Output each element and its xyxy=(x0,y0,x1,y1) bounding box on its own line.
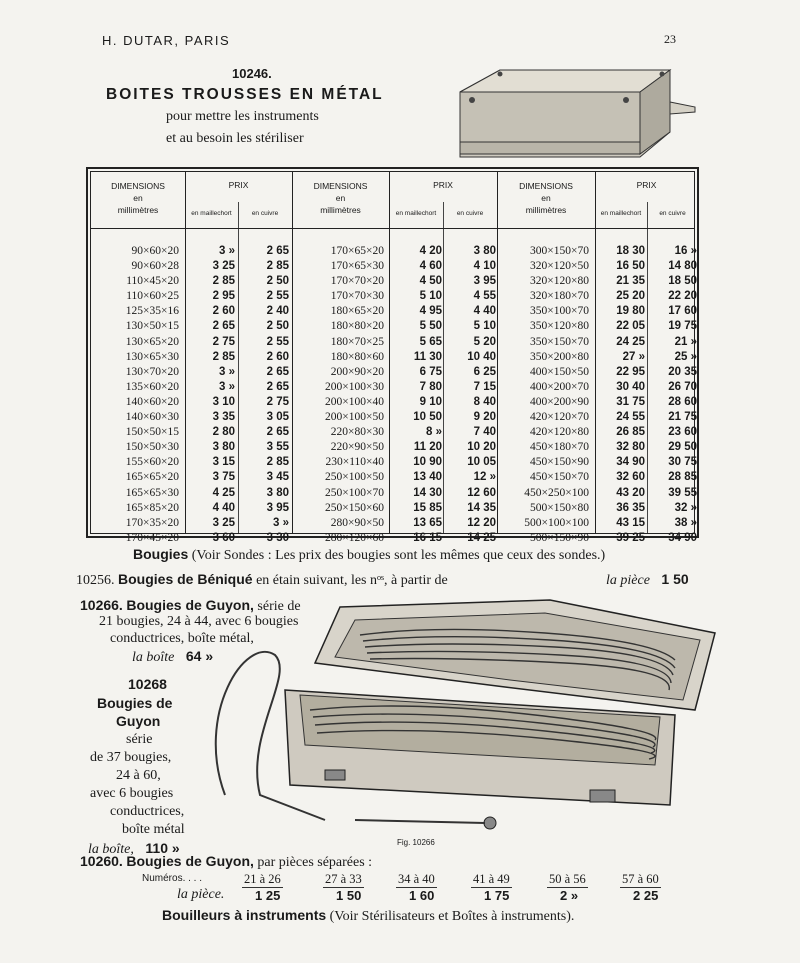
table-cell: 2 40 xyxy=(266,305,289,318)
item-10268-l4: avec 6 bougies xyxy=(90,786,174,801)
table-cell: 6 25 xyxy=(473,365,496,378)
table-cell: 3 25 xyxy=(212,260,235,273)
table-cell: 12 60 xyxy=(467,486,496,499)
col-dims-3 xyxy=(497,244,589,546)
table-cell: 2 60 xyxy=(266,350,289,363)
col-cuivre-1 xyxy=(251,244,289,546)
table-cell: 5 10 xyxy=(473,320,496,333)
table-cell: 10 50 xyxy=(413,411,442,424)
table-cell: 3 80 xyxy=(473,245,496,257)
table-cell: 43 15 xyxy=(616,516,645,529)
sub-maillechort-1: en maillechort xyxy=(191,210,232,217)
table-cell: 200×90×20 xyxy=(330,365,384,378)
col-maillechort-2 xyxy=(398,244,442,546)
table-cell: 13 40 xyxy=(413,471,442,484)
table-cell: 7 80 xyxy=(419,380,442,393)
table-cell: 32 » xyxy=(674,501,697,514)
table-cell: 31 75 xyxy=(616,395,645,408)
table-cell: 11 30 xyxy=(413,350,442,363)
table-cell: 280×90×50 xyxy=(330,516,384,529)
table-cell: 500×100×100 xyxy=(524,516,589,529)
table-cell: 150×50×15 xyxy=(125,426,179,439)
range-cell: 57 à 60 xyxy=(622,872,659,886)
sub-maillechort-2: en maillechort xyxy=(395,210,437,217)
table-cell: 130×70×20 xyxy=(125,365,179,378)
dim-header-1: DIMENSIONS en millimètres xyxy=(111,181,165,215)
table-cell: 170×70×20 xyxy=(330,275,384,288)
table-cell: 165×65×30 xyxy=(125,486,179,499)
table-cell: 21 35 xyxy=(616,275,645,288)
table-cell: 10 05 xyxy=(467,456,496,469)
table-cell: 220×80×30 xyxy=(330,426,384,439)
bougie-case-illustration xyxy=(205,595,740,840)
item-10256: 10256. Bougies de Béniqué en étain suivant, les nᵒˢ, à partir de xyxy=(76,571,448,588)
section-subtitle-1: pour mettre les instruments xyxy=(166,109,319,124)
table-cell: 10 90 xyxy=(413,456,442,469)
col-dims-1 xyxy=(91,244,179,546)
table-cell: 220×90×50 xyxy=(330,441,384,454)
table-cell: 21 75 xyxy=(668,411,697,424)
section-title: BOITES TROUSSES EN MÉTAL xyxy=(106,86,384,103)
section-number: 10246. xyxy=(232,66,272,81)
sub-maillechort-3: en maillechort xyxy=(600,210,642,217)
table-cell: 420×120×80 xyxy=(530,426,589,439)
table-cell: 4 50 xyxy=(419,275,442,288)
table-cell: 3 35 xyxy=(212,411,235,424)
table-cell: 90×60×28 xyxy=(131,260,179,273)
table-cell: 110×60×25 xyxy=(126,290,179,303)
price-table xyxy=(86,167,699,544)
table-cell: 2 75 xyxy=(266,395,289,408)
table-cell: 30 75 xyxy=(668,456,697,469)
item-10256-price: la pièce 1 50 xyxy=(606,571,689,588)
prix-header-3: PRIX xyxy=(636,180,657,190)
sub-cuivre-3: en cuivre xyxy=(659,210,686,217)
table-cell: 12 20 xyxy=(467,516,496,529)
table-cell: 170×45×20 xyxy=(125,531,179,544)
table-cell: 350×120×80 xyxy=(530,320,589,333)
table-cell: 2 65 xyxy=(266,426,289,439)
prix-header-2: PRIX xyxy=(433,180,453,190)
item-10266-line2: 21 bougies, 24 à 44, avec 6 bougies xyxy=(99,614,299,629)
table-cell: 3 10 xyxy=(212,395,235,408)
table-cell: 130×65×30 xyxy=(125,350,179,363)
table-cell: 24 25 xyxy=(616,335,645,348)
table-cell: 5 65 xyxy=(419,335,442,348)
table-cell: 130×65×20 xyxy=(125,335,179,348)
table-cell: 3 60 xyxy=(212,531,235,544)
table-cell: 22 05 xyxy=(616,320,645,333)
table-cell: 22 20 xyxy=(668,290,697,303)
table-cell: 2 85 xyxy=(212,275,235,288)
item-10268-l5: conductrices, xyxy=(110,804,185,819)
table-cell: 7 15 xyxy=(473,380,496,393)
table-cell: 16 15 xyxy=(413,531,442,544)
table-cell: 2 85 xyxy=(212,350,235,363)
table-cell: 24 55 xyxy=(616,411,645,424)
bouilleurs-note: Bouilleurs à instruments (Voir Stérilisateurs et Boîtes à instruments). xyxy=(162,907,575,924)
table-cell: 3 30 xyxy=(266,531,289,544)
table-cell: 3 05 xyxy=(266,411,289,424)
table-cell: 3 55 xyxy=(266,441,289,454)
table-cell: 180×70×25 xyxy=(330,335,384,348)
page-number: 23 xyxy=(664,32,676,46)
table-cell: 7 40 xyxy=(473,426,496,439)
price-cell: 1 25 xyxy=(255,888,281,903)
col-dims-2 xyxy=(292,244,384,546)
table-cell: 32 80 xyxy=(616,441,645,454)
table-cell: 26 70 xyxy=(668,380,697,393)
table-cell: 500×150×80 xyxy=(530,501,589,514)
item-10268-l2: de 37 bougies, xyxy=(90,750,172,765)
table-cell: 18 50 xyxy=(668,275,697,288)
table-cell: 450×150×70 xyxy=(530,471,589,484)
sub-cuivre-2: en cuivre xyxy=(456,210,484,217)
table-cell: 2 50 xyxy=(266,275,289,288)
table-cell: 8 40 xyxy=(473,395,496,408)
table-cell: 14 25 xyxy=(467,531,496,544)
range-cell: 50 à 56 xyxy=(549,872,586,886)
table-cell: 30 40 xyxy=(616,380,645,393)
table-cell: 19 75 xyxy=(668,320,697,333)
table-cell: 180×80×60 xyxy=(330,350,384,363)
table-cell: 320×120×50 xyxy=(530,260,589,273)
table-cell: 4 10 xyxy=(473,260,496,273)
price-cell: 2 25 xyxy=(633,888,659,903)
item-10268-l1: série xyxy=(126,732,153,747)
table-cell: 170×65×30 xyxy=(330,260,384,273)
table-cell: 4 55 xyxy=(473,290,496,303)
table-cell: 25 » xyxy=(674,350,697,363)
table-cell: 3 » xyxy=(219,245,235,257)
table-cell: 200×100×40 xyxy=(325,395,384,408)
table-cell: 17 60 xyxy=(668,305,697,318)
table-cell: 500×150×90 xyxy=(530,531,589,544)
table-cell: 400×150×50 xyxy=(530,365,589,378)
numeros-label: Numéros. . . . xyxy=(142,873,203,884)
table-cell: 110×45×20 xyxy=(126,275,179,288)
item-10268-price: la boîte, 110 » xyxy=(88,840,180,857)
table-cell: 230×110×40 xyxy=(325,456,384,469)
price-cell: 1 50 xyxy=(336,888,362,903)
table-cell: 3 45 xyxy=(266,471,289,484)
metal-box-illustration xyxy=(440,62,700,162)
table-cell: 250×150×60 xyxy=(325,501,384,514)
piece-label: la pièce. xyxy=(177,887,225,902)
table-cell: 5 50 xyxy=(419,320,442,333)
table-cell: 165×65×20 xyxy=(125,471,179,484)
table-cell: 3 15 xyxy=(212,456,235,469)
table-cell: 250×100×50 xyxy=(325,471,384,484)
table-cell: 130×50×15 xyxy=(125,320,179,333)
table-cell: 4 25 xyxy=(212,486,235,499)
table-cell: 2 80 xyxy=(212,426,235,439)
table-cell: 400×200×70 xyxy=(530,380,589,393)
table-cell: 39 25 xyxy=(616,531,645,544)
table-cell: 16 50 xyxy=(616,260,645,273)
table-cell: 180×65×20 xyxy=(330,305,384,318)
table-cell: 9 20 xyxy=(473,411,496,424)
table-cell: 2 85 xyxy=(266,260,289,273)
table-cell: 450×150×90 xyxy=(530,456,589,469)
table-cell: 135×60×20 xyxy=(125,380,179,393)
table-cell: 90×60×20 xyxy=(131,245,179,257)
table-cell: 3 95 xyxy=(266,501,289,514)
table-cell: 165×85×20 xyxy=(125,501,179,514)
price-cell: 1 60 xyxy=(409,888,435,903)
table-cell: 19 80 xyxy=(616,305,645,318)
item-10260: 10260. Bougies de Guyon, par pièces séparées : xyxy=(80,853,373,870)
table-cell: 200×100×50 xyxy=(325,411,384,424)
table-cell: 27 » xyxy=(622,350,645,363)
table-cell: 3 80 xyxy=(266,486,289,499)
price-cell: 2 » xyxy=(560,888,579,903)
table-cell: 170×70×30 xyxy=(330,290,384,303)
table-cell: 450×250×100 xyxy=(524,486,589,499)
table-cell: 250×100×70 xyxy=(325,486,384,499)
col-maillechort-1 xyxy=(199,244,235,546)
table-cell: 3 25 xyxy=(212,516,235,529)
table-cell: 3 » xyxy=(273,516,289,529)
table-cell: 3 75 xyxy=(212,471,235,484)
table-cell: 28 60 xyxy=(668,395,697,408)
dim-header-2: DIMENSIONS en millimètres xyxy=(313,181,368,215)
table-cell: 2 50 xyxy=(266,320,289,333)
bougies-note: Bougies (Voir Sondes : Les prix des bougies sont les mêmes que ceux des sondes.) xyxy=(133,546,606,563)
table-cell: 170×35×20 xyxy=(125,516,179,529)
table-cell: 4 40 xyxy=(473,305,496,318)
table-cell: 2 85 xyxy=(266,456,289,469)
table-cell: 4 95 xyxy=(419,305,442,318)
table-cell: 320×180×70 xyxy=(530,290,589,303)
table-cell: 14 30 xyxy=(413,486,442,499)
table-cell: 200×100×30 xyxy=(325,380,384,393)
sub-cuivre-1: en cuivre xyxy=(251,210,279,217)
table-cell: 2 65 xyxy=(212,320,235,333)
item-10266-line3: conductrices, boîte métal, xyxy=(110,631,254,646)
table-cell: 125×35×16 xyxy=(125,305,179,318)
table-cell: 2 65 xyxy=(266,380,289,393)
range-cell: 21 à 26 xyxy=(244,872,281,886)
table-cell: 320×120×80 xyxy=(530,275,589,288)
table-cell: 4 20 xyxy=(419,245,442,257)
item-10268-number: 10268 xyxy=(128,676,167,692)
table-cell: 16 » xyxy=(674,245,697,257)
table-cell: 180×80×20 xyxy=(330,320,384,333)
table-cell: 4 60 xyxy=(419,260,442,273)
item-10266-line1: 10266. Bougies de Guyon, série de xyxy=(80,597,301,614)
table-cell: 14 80 xyxy=(668,260,697,273)
table-cell: 10 20 xyxy=(467,441,496,454)
table-cell: 43 20 xyxy=(616,486,645,499)
table-cell: 3 » xyxy=(219,380,235,393)
table-cell: 38 » xyxy=(674,516,697,529)
table-cell: 34 90 xyxy=(616,456,645,469)
table-cell: 13 65 xyxy=(413,516,442,529)
table-cell: 4 40 xyxy=(212,501,235,514)
table-cell: 3 80 xyxy=(212,441,235,454)
figure-caption: Fig. 10266 xyxy=(397,838,435,847)
price-cell: 1 75 xyxy=(484,888,510,903)
table-cell: 150×50×30 xyxy=(125,441,179,454)
range-cell: 41 à 49 xyxy=(473,872,510,886)
table-cell: 3 » xyxy=(219,365,235,378)
table-cell: 18 30 xyxy=(616,245,645,257)
prix-header-1: PRIX xyxy=(228,180,249,190)
table-cell: 280×120×60 xyxy=(325,531,384,544)
table-cell: 20 35 xyxy=(668,365,697,378)
table-cell: 350×200×80 xyxy=(530,350,589,363)
table-cell: 34 90 xyxy=(668,531,697,544)
table-cell: 300×150×70 xyxy=(530,245,589,257)
col-cuivre-2 xyxy=(452,244,496,546)
table-cell: 450×180×70 xyxy=(530,441,589,454)
table-cell: 3 95 xyxy=(473,275,496,288)
table-cell: 28 85 xyxy=(668,471,697,484)
item-10268-l6: boîte métal xyxy=(122,822,185,837)
table-cell: 29 50 xyxy=(668,441,697,454)
col-maillechort-3 xyxy=(599,244,645,546)
table-cell: 2 65 xyxy=(266,365,289,378)
table-cell: 23 60 xyxy=(668,426,697,439)
table-cell: 170×65×20 xyxy=(330,245,384,257)
item-10268-name-1: Bougies de xyxy=(97,695,173,711)
table-cell: 2 55 xyxy=(266,290,289,303)
item-10268-name-2: Guyon xyxy=(116,713,161,729)
table-cell: 39 55 xyxy=(668,486,697,499)
table-cell: 8 » xyxy=(426,426,442,439)
table-cell: 2 60 xyxy=(212,305,235,318)
section-subtitle-2: et au besoin les stériliser xyxy=(166,131,304,146)
table-cell: 10 40 xyxy=(467,350,496,363)
table-cell: 15 85 xyxy=(413,501,442,514)
table-cell: 25 20 xyxy=(616,290,645,303)
table-cell: 350×100×70 xyxy=(530,305,589,318)
dim-header-3: DIMENSIONS en millimètres xyxy=(519,181,573,215)
table-cell: 5 20 xyxy=(473,335,496,348)
range-cell: 27 à 33 xyxy=(325,872,362,886)
col-cuivre-3 xyxy=(651,244,697,546)
page-header-left: H. DUTAR, PARIS xyxy=(102,33,231,48)
table-cell: 350×150×70 xyxy=(530,335,589,348)
table-cell: 2 75 xyxy=(212,335,235,348)
table-cell: 140×60×30 xyxy=(125,411,179,424)
table-cell: 6 75 xyxy=(419,365,442,378)
item-10266-price: la boîte 64 » xyxy=(132,648,214,665)
item-10268-l3: 24 à 60, xyxy=(116,768,161,783)
table-cell: 36 35 xyxy=(616,501,645,514)
table-cell: 2 55 xyxy=(266,335,289,348)
table-cell: 32 60 xyxy=(616,471,645,484)
table-cell: 420×120×70 xyxy=(530,411,589,424)
table-cell: 400×200×90 xyxy=(530,395,589,408)
table-cell: 22 95 xyxy=(616,365,645,378)
table-cell: 26 85 xyxy=(616,426,645,439)
table-cell: 5 10 xyxy=(419,290,442,303)
table-cell: 2 95 xyxy=(212,290,235,303)
table-cell: 155×60×20 xyxy=(125,456,179,469)
table-cell: 140×60×20 xyxy=(125,395,179,408)
table-cell: 21 » xyxy=(674,335,697,348)
table-cell: 11 20 xyxy=(413,441,442,454)
table-cell: 9 10 xyxy=(419,395,442,408)
table-cell: 2 65 xyxy=(266,245,289,257)
table-cell: 12 » xyxy=(473,471,496,484)
table-cell: 14 35 xyxy=(467,501,496,514)
range-cell: 34 à 40 xyxy=(398,872,435,886)
